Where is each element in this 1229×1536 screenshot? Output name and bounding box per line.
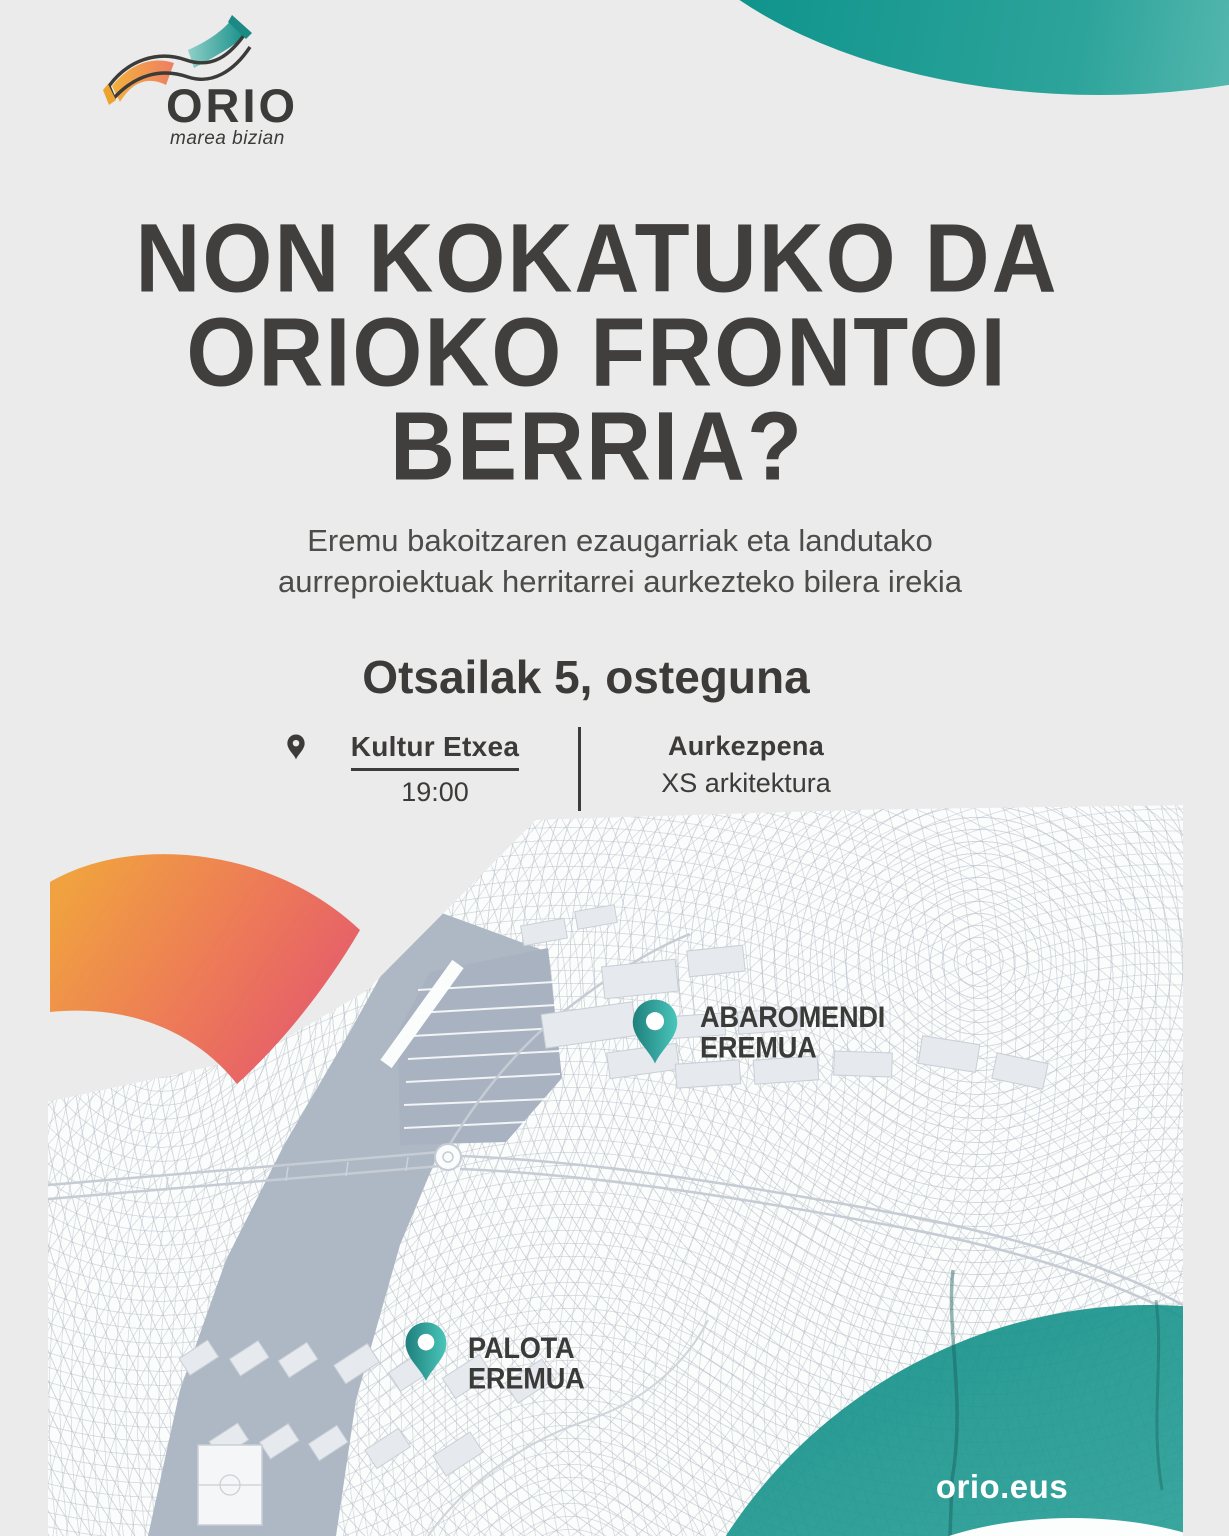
- presenter-block: [633, 731, 859, 799]
- palota-label-line1: PALOTA: [468, 1331, 575, 1365]
- venue-block: [320, 731, 550, 808]
- website-link[interactable]: orio.eus: [935, 1468, 1069, 1505]
- presentation-label: Aurkezpena: [667, 731, 825, 761]
- event-date: Otsailak 5, osteguna: [362, 651, 810, 703]
- palota-label-line2: EREMUA: [468, 1362, 585, 1395]
- location-pin-icon: [286, 734, 306, 761]
- abaromendi-label-line2: EREMUA: [700, 1031, 817, 1064]
- subtitle-line-2: aurreproiektuak herritarrei aurkezteko bilera irekia: [277, 564, 963, 599]
- vertical-divider: [578, 727, 581, 811]
- title-line-3: BERRIA?: [390, 393, 804, 501]
- palota-map-pin[interactable]: [403, 1320, 449, 1386]
- logo-tagline: marea bizian: [170, 128, 285, 149]
- abaromendi-label-line1: ABAROMENDI: [700, 1000, 886, 1034]
- abaromendi-map-pin[interactable]: [630, 998, 680, 1068]
- teal-corner-shape: [630, 0, 1229, 95]
- fan-shape: [40, 835, 380, 1100]
- poster-subtitle: [0, 520, 1229, 602]
- poster-title: [0, 205, 1194, 501]
- event-time: 19:00: [401, 777, 469, 807]
- subtitle-line-1: Eremu bakoitzaren ezaugarriak eta landutako: [307, 523, 933, 558]
- orio-logo: [100, 6, 360, 149]
- title-line-1: NON KOKATUKO DA: [135, 205, 1059, 313]
- title-line-2: ORIOKO FRONTOI: [186, 299, 1008, 407]
- logo-wordmark: ORIO: [166, 79, 299, 132]
- venue-name-text: Kultur Etxea: [350, 731, 520, 762]
- presenter-name: XS arkitektura: [661, 768, 831, 798]
- venue-name[interactable]: [351, 731, 520, 771]
- abaromendi-label: [700, 1002, 885, 1063]
- palota-label: [468, 1333, 585, 1394]
